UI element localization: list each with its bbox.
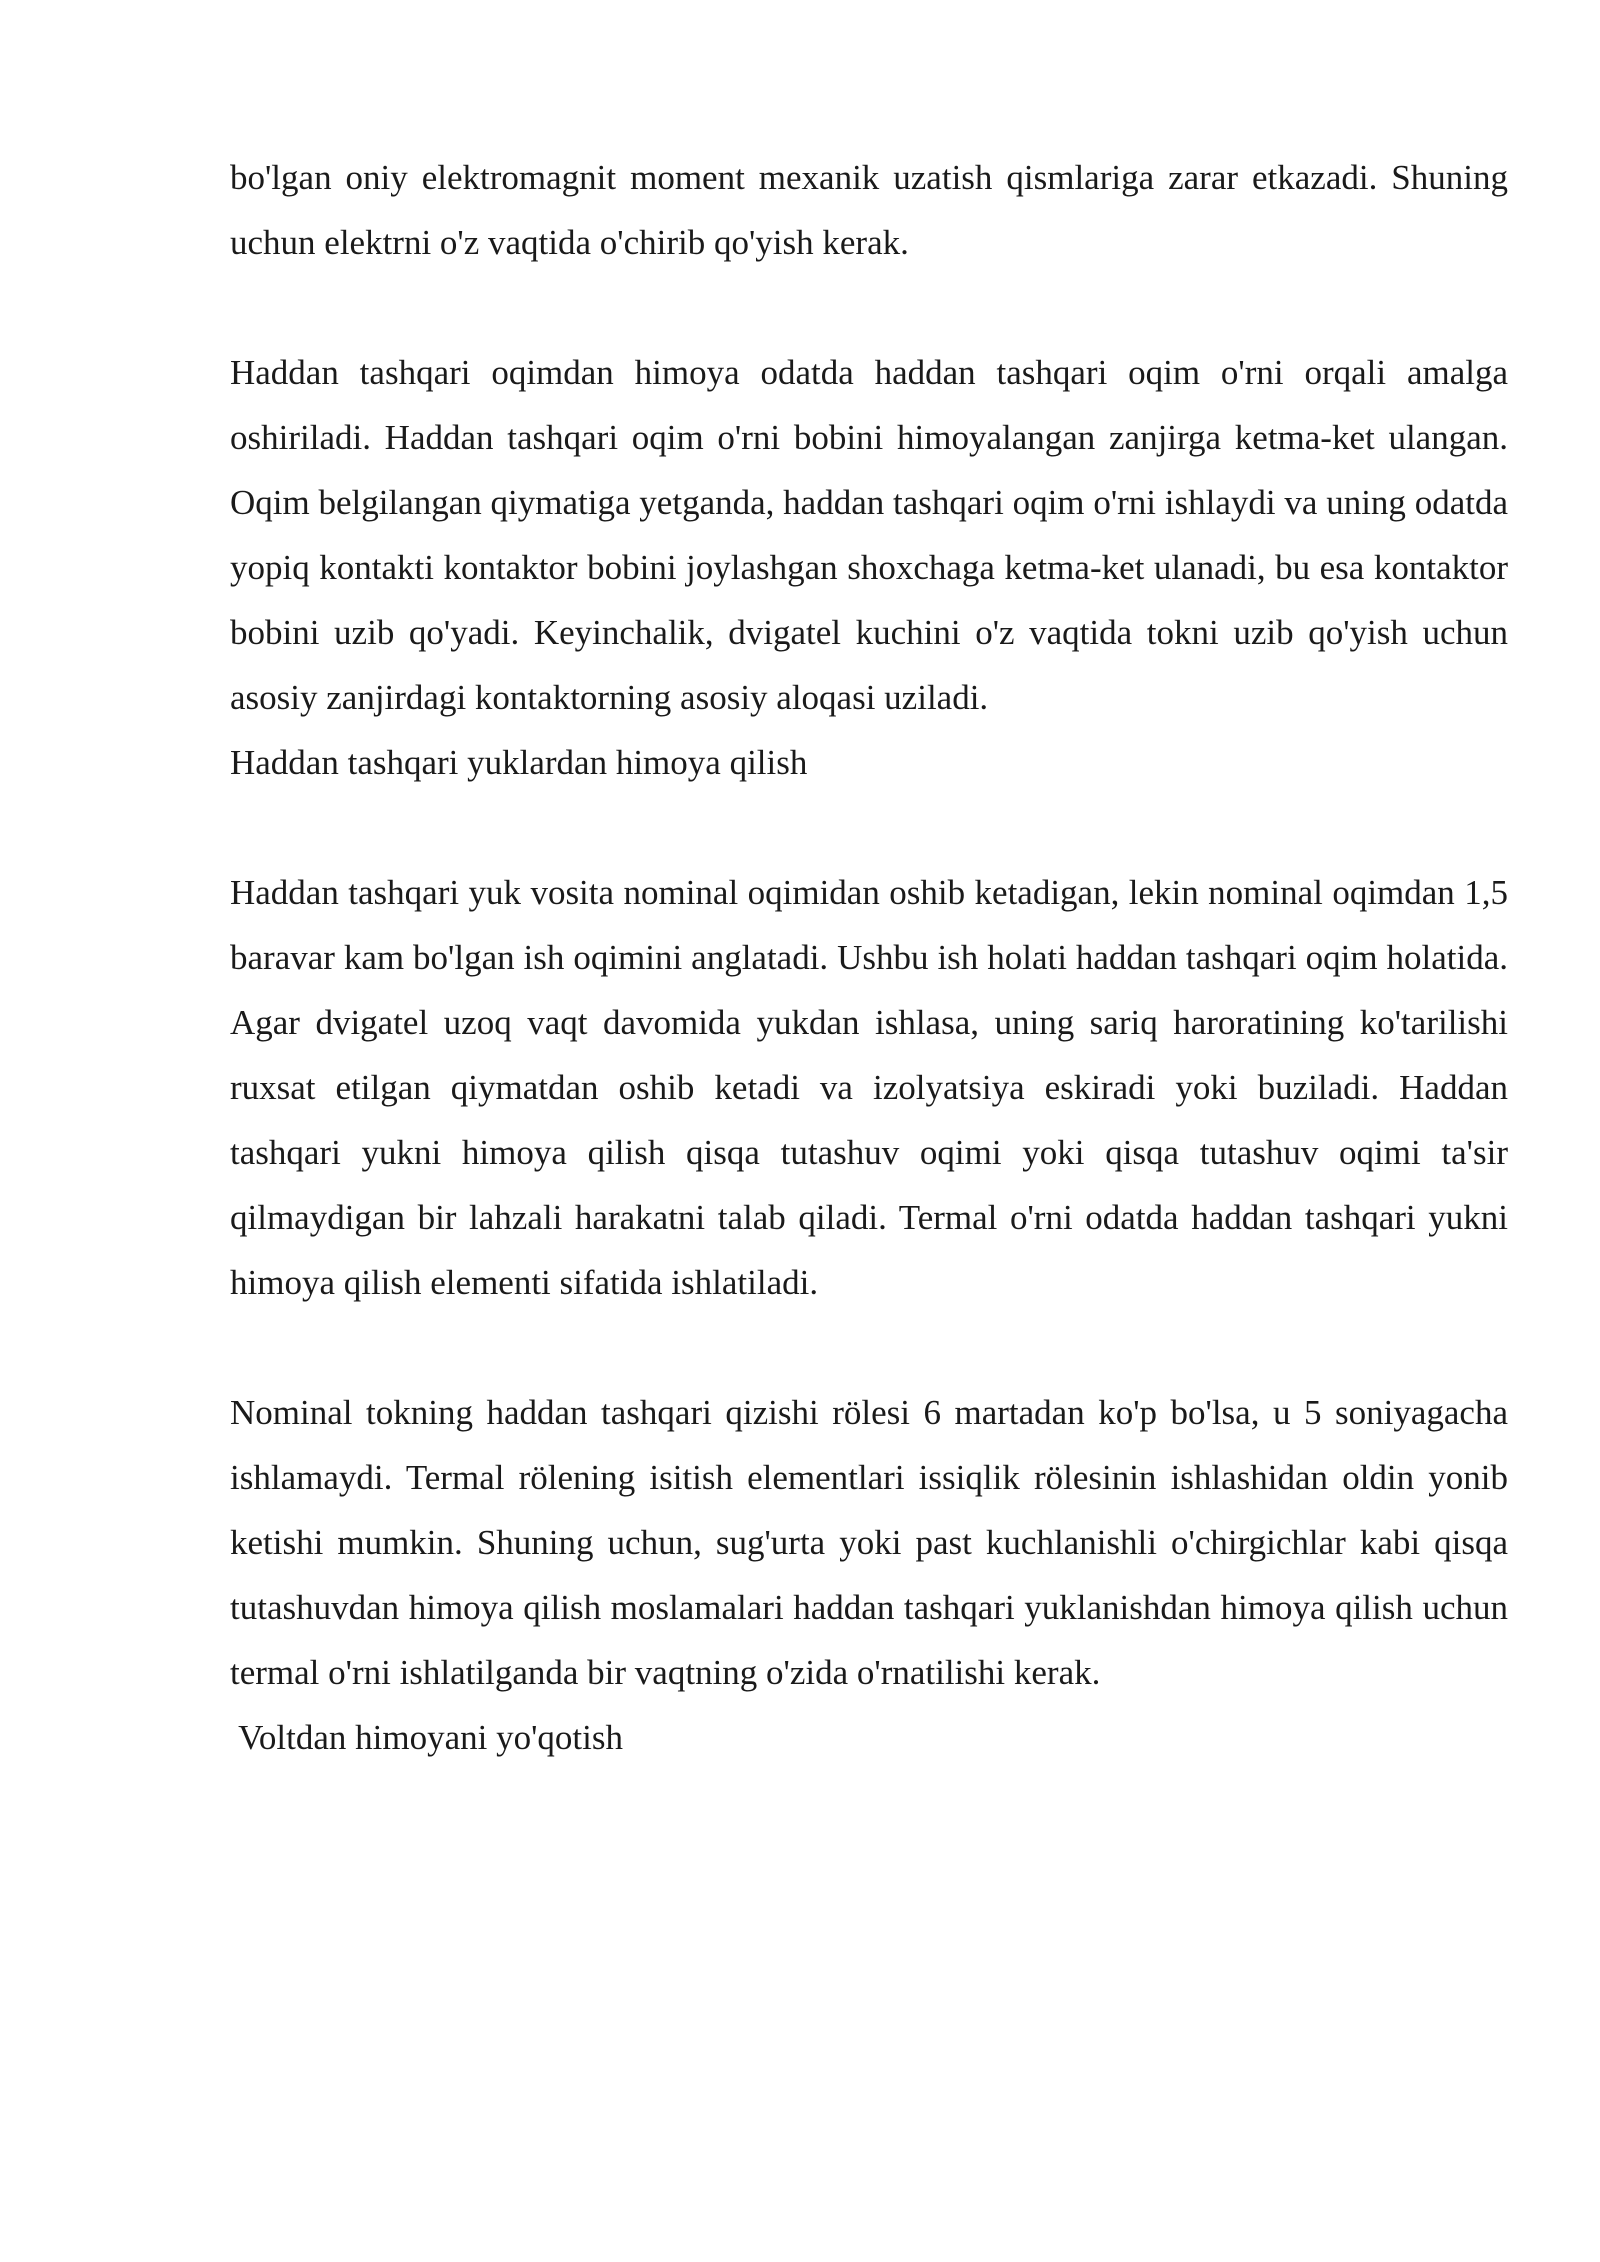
heading-voltage-loss-protection: Voltdan himoyani yo'qotish bbox=[230, 1718, 623, 1757]
heading-overload-protection: Haddan tashqari yuklardan himoya qilish bbox=[230, 743, 808, 782]
paragraph-spacer bbox=[230, 275, 1508, 340]
paragraph-electromagnetic-moment: bo'lgan oniy elektromagnit moment mexanik uzatish qismlariga zarar etkazadi. Shuning uchun elektrni o'z vaqtida o'chirib qo'yish kerak. bbox=[230, 158, 1508, 262]
paragraph-overcurrent-protection: Haddan tashqari oqimdan himoya odatda haddan tashqari oqim o'rni orqali amalga oshiriladi. Haddan tashqari oqim o'rni bobini himoyalangan zanjirga ketma-ket ulangan. Oqim belgilangan qiymatiga yetganda, haddan tashqari oqim o'rni ishlaydi va uning odatda yopiq kontakti kontaktor bobini joylashgan shoxchaga ketma-ket ulanadi, bu esa kontaktor bobini uzib qo'yadi. Keyinchalik, dvigatel kuchini o'z vaqtida tokni uzib qo'yish uchun asosiy zanjirdagi kontaktorning asosiy aloqasi uziladi. bbox=[230, 353, 1508, 717]
paragraph-spacer bbox=[230, 1315, 1508, 1380]
paragraph-thermal-relay: Nominal tokning haddan tashqari qizishi rölesi 6 martadan ko'p bo'lsa, u 5 soniyagacha ishlamaydi. Termal rölening isitish elementlari issiqlik rölesinin ishlashidan oldin yonib ketishi mumkin. Shuning uchun, sug'urta yoki past kuchlanishli o'chirgichlar kabi qisqa tutashuvdan himoya qilish moslamalari haddan tashqari yuklanishdan himoya qilish uchun termal o'rni ishlatilganda bir vaqtning o'zida o'rnatilishi kerak. bbox=[230, 1393, 1508, 1692]
paragraph-spacer bbox=[230, 795, 1508, 860]
document-body bbox=[230, 145, 1508, 1770]
paragraph-overload-description: Haddan tashqari yuk vosita nominal oqimidan oshib ketadigan, lekin nominal oqimdan 1,5 baravar kam bo'lgan ish oqimini anglatadi. Ushbu ish holati haddan tashqari oqim holatida. Agar dvigatel uzoq vaqt davomida yukdan ishlasa, uning sariq haroratining ko'tarilishi ruxsat etilgan qiymatdan oshib ketadi va izolyatsiya eskiradi yoki buziladi. Haddan tashqari yukni himoya qilish qisqa tutashuv oqimi yoki qisqa tutashuv oqimi ta'sir qilmaydigan bir lahzali harakatni talab qiladi. Termal o'rni odatda haddan tashqari yukni himoya qilish elementi sifatida ishlatiladi. bbox=[230, 873, 1508, 1302]
